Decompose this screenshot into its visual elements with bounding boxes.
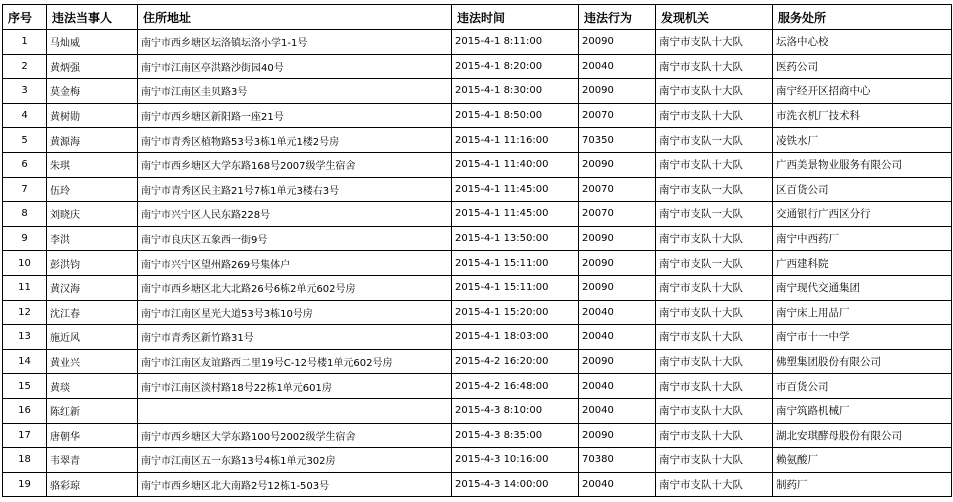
cell-workplace: 南宁中西药厂 bbox=[773, 226, 952, 251]
cell-violation-time: 2015-4-3 8:10:00 bbox=[452, 398, 579, 423]
cell-party-name: 沈江春 bbox=[47, 300, 138, 325]
table-row bbox=[3, 128, 952, 153]
cell-index: 10 bbox=[3, 251, 47, 276]
cell-agency: 南宁市支队十大队 bbox=[656, 374, 773, 399]
cell-party-name: 骆彩琼 bbox=[47, 472, 138, 497]
cell-agency: 南宁市支队十大队 bbox=[656, 423, 773, 448]
cell-party-name: 伍玲 bbox=[47, 177, 138, 202]
cell-party-name: 施近风 bbox=[47, 325, 138, 350]
cell-address: 南宁市西乡塘区北大北路26号6栋2单元602号房 bbox=[138, 275, 452, 300]
table-row bbox=[3, 472, 952, 497]
cell-workplace: 交通银行广西区分行 bbox=[773, 202, 952, 227]
cell-agency: 南宁市支队一大队 bbox=[656, 251, 773, 276]
cell-address: 南宁市江南区五一东路13号4栋1单元302房 bbox=[138, 448, 452, 473]
cell-agency: 南宁市支队十大队 bbox=[656, 300, 773, 325]
cell-index: 2 bbox=[3, 54, 47, 79]
cell-agency: 南宁市支队十大队 bbox=[656, 349, 773, 374]
cell-violation-code: 20040 bbox=[579, 325, 656, 350]
cell-workplace: 市百货公司 bbox=[773, 374, 952, 399]
cell-index: 1 bbox=[3, 30, 47, 55]
cell-party-name: 黄汉海 bbox=[47, 275, 138, 300]
cell-violation-code: 70380 bbox=[579, 448, 656, 473]
cell-address: 南宁市西乡塘区新阳路一座21号 bbox=[138, 103, 452, 128]
header-address: 住所地址 bbox=[138, 5, 452, 30]
cell-workplace: 南宁市十一中学 bbox=[773, 325, 952, 350]
cell-violation-code: 20090 bbox=[579, 275, 656, 300]
table-row bbox=[3, 152, 952, 177]
cell-violation-time: 2015-4-3 8:35:00 bbox=[452, 423, 579, 448]
cell-party-name: 黄业兴 bbox=[47, 349, 138, 374]
cell-address: 南宁市西乡塘区北大南路2号12栋1-503号 bbox=[138, 472, 452, 497]
cell-agency: 南宁市支队十大队 bbox=[656, 226, 773, 251]
cell-address: 南宁市江南区圭贝路3号 bbox=[138, 79, 452, 104]
cell-party-name: 黄树勋 bbox=[47, 103, 138, 128]
cell-violation-code: 20040 bbox=[579, 300, 656, 325]
cell-violation-code: 20040 bbox=[579, 472, 656, 497]
cell-agency: 南宁市支队一大队 bbox=[656, 202, 773, 227]
cell-agency: 南宁市支队十大队 bbox=[656, 103, 773, 128]
cell-workplace: 凌铁水厂 bbox=[773, 128, 952, 153]
cell-workplace: 湖北安琪酵母股份有限公司 bbox=[773, 423, 952, 448]
cell-agency: 南宁市支队十大队 bbox=[656, 30, 773, 55]
cell-agency: 南宁市支队十大队 bbox=[656, 325, 773, 350]
cell-violation-time: 2015-4-1 18:03:00 bbox=[452, 325, 579, 350]
cell-violation-time: 2015-4-1 8:50:00 bbox=[452, 103, 579, 128]
cell-party-name: 韦翠青 bbox=[47, 448, 138, 473]
table-row bbox=[3, 202, 952, 227]
violations-table bbox=[2, 4, 952, 497]
cell-workplace: 制药厂 bbox=[773, 472, 952, 497]
cell-address: 南宁市西乡塘区大学东路100号2002级学生宿舍 bbox=[138, 423, 452, 448]
cell-address: 南宁市江南区友谊路西二里19号C-12号楼1单元602号房 bbox=[138, 349, 452, 374]
cell-violation-code: 20090 bbox=[579, 226, 656, 251]
cell-violation-time: 2015-4-1 8:20:00 bbox=[452, 54, 579, 79]
table-row bbox=[3, 177, 952, 202]
cell-workplace: 广西美景物业服务有限公司 bbox=[773, 152, 952, 177]
table-row bbox=[3, 423, 952, 448]
table-row bbox=[3, 300, 952, 325]
cell-workplace: 区百货公司 bbox=[773, 177, 952, 202]
table-row bbox=[3, 79, 952, 104]
table-row bbox=[3, 374, 952, 399]
cell-index: 16 bbox=[3, 398, 47, 423]
cell-violation-time: 2015-4-1 8:30:00 bbox=[452, 79, 579, 104]
cell-address bbox=[138, 398, 452, 423]
cell-violation-code: 20090 bbox=[579, 423, 656, 448]
cell-violation-code: 20040 bbox=[579, 374, 656, 399]
table-row bbox=[3, 54, 952, 79]
cell-address: 南宁市江南区星光大道53号3栋10号房 bbox=[138, 300, 452, 325]
cell-address: 南宁市西乡塘区大学东路168号2007级学生宿舍 bbox=[138, 152, 452, 177]
header-time: 违法时间 bbox=[452, 5, 579, 30]
cell-party-name: 黄炳强 bbox=[47, 54, 138, 79]
cell-violation-time: 2015-4-2 16:48:00 bbox=[452, 374, 579, 399]
cell-agency: 南宁市支队一大队 bbox=[656, 128, 773, 153]
cell-index: 14 bbox=[3, 349, 47, 374]
cell-index: 15 bbox=[3, 374, 47, 399]
cell-workplace: 南宁现代交通集团 bbox=[773, 275, 952, 300]
cell-address: 南宁市西乡塘区坛洛镇坛洛小学1-1号 bbox=[138, 30, 452, 55]
cell-workplace: 南宁经开区招商中心 bbox=[773, 79, 952, 104]
cell-address: 南宁市青秀区新竹路31号 bbox=[138, 325, 452, 350]
cell-violation-time: 2015-4-1 11:16:00 bbox=[452, 128, 579, 153]
cell-workplace: 赖氨酸厂 bbox=[773, 448, 952, 473]
cell-party-name: 莫金梅 bbox=[47, 79, 138, 104]
cell-index: 6 bbox=[3, 152, 47, 177]
cell-violation-time: 2015-4-3 10:16:00 bbox=[452, 448, 579, 473]
cell-address: 南宁市青秀区民主路21号7栋1单元3楼右3号 bbox=[138, 177, 452, 202]
cell-index: 18 bbox=[3, 448, 47, 473]
cell-address: 南宁市良庆区五象西一街9号 bbox=[138, 226, 452, 251]
cell-index: 5 bbox=[3, 128, 47, 153]
cell-violation-time: 2015-4-1 15:20:00 bbox=[452, 300, 579, 325]
cell-index: 8 bbox=[3, 202, 47, 227]
cell-violation-code: 20090 bbox=[579, 79, 656, 104]
cell-violation-code: 20090 bbox=[579, 251, 656, 276]
cell-party-name: 黄源海 bbox=[47, 128, 138, 153]
cell-party-name: 陈红新 bbox=[47, 398, 138, 423]
cell-index: 12 bbox=[3, 300, 47, 325]
cell-index: 17 bbox=[3, 423, 47, 448]
cell-violation-time: 2015-4-1 13:50:00 bbox=[452, 226, 579, 251]
header-party: 违法当事人 bbox=[47, 5, 138, 30]
cell-agency: 南宁市支队十大队 bbox=[656, 472, 773, 497]
table-row bbox=[3, 325, 952, 350]
cell-address: 南宁市青秀区植物路53号3栋1单元1楼2号房 bbox=[138, 128, 452, 153]
cell-party-name: 刘晓庆 bbox=[47, 202, 138, 227]
cell-index: 19 bbox=[3, 472, 47, 497]
header-agency: 发现机关 bbox=[656, 5, 773, 30]
cell-index: 9 bbox=[3, 226, 47, 251]
cell-workplace: 坛洛中心校 bbox=[773, 30, 952, 55]
cell-violation-code: 20070 bbox=[579, 202, 656, 227]
cell-workplace: 南宁床上用品厂 bbox=[773, 300, 952, 325]
cell-violation-code: 20090 bbox=[579, 152, 656, 177]
table-row bbox=[3, 251, 952, 276]
cell-agency: 南宁市支队十大队 bbox=[656, 152, 773, 177]
cell-agency: 南宁市支队一大队 bbox=[656, 177, 773, 202]
cell-party-name: 黄琰 bbox=[47, 374, 138, 399]
cell-agency: 南宁市支队十大队 bbox=[656, 448, 773, 473]
cell-party-name: 唐朝华 bbox=[47, 423, 138, 448]
cell-index: 13 bbox=[3, 325, 47, 350]
cell-agency: 南宁市支队十大队 bbox=[656, 398, 773, 423]
table-row bbox=[3, 448, 952, 473]
cell-violation-time: 2015-4-1 11:45:00 bbox=[452, 177, 579, 202]
cell-violation-code: 20070 bbox=[579, 177, 656, 202]
cell-violation-time: 2015-4-2 16:20:00 bbox=[452, 349, 579, 374]
cell-agency: 南宁市支队十大队 bbox=[656, 54, 773, 79]
cell-index: 11 bbox=[3, 275, 47, 300]
cell-party-name: 彭洪钧 bbox=[47, 251, 138, 276]
header-violation: 违法行为 bbox=[579, 5, 656, 30]
cell-violation-code: 20040 bbox=[579, 54, 656, 79]
cell-address: 南宁市江南区亭洪路沙街园40号 bbox=[138, 54, 452, 79]
cell-violation-code: 20090 bbox=[579, 30, 656, 55]
cell-violation-time: 2015-4-1 15:11:00 bbox=[452, 275, 579, 300]
header-index: 序号 bbox=[3, 5, 47, 30]
cell-party-name: 马灿威 bbox=[47, 30, 138, 55]
cell-party-name: 李洪 bbox=[47, 226, 138, 251]
table-row bbox=[3, 398, 952, 423]
table-row bbox=[3, 226, 952, 251]
cell-workplace: 佛塑集团股份有限公司 bbox=[773, 349, 952, 374]
header-row bbox=[3, 5, 952, 30]
cell-index: 3 bbox=[3, 79, 47, 104]
cell-violation-code: 20090 bbox=[579, 349, 656, 374]
cell-address: 南宁市兴宁区望州路269号集体户 bbox=[138, 251, 452, 276]
cell-violation-time: 2015-4-1 8:11:00 bbox=[452, 30, 579, 55]
cell-workplace: 广西建科院 bbox=[773, 251, 952, 276]
table-row bbox=[3, 103, 952, 128]
cell-address: 南宁市兴宁区人民东路228号 bbox=[138, 202, 452, 227]
table-row bbox=[3, 30, 952, 55]
cell-agency: 南宁市支队十大队 bbox=[656, 79, 773, 104]
cell-violation-time: 2015-4-3 14:00:00 bbox=[452, 472, 579, 497]
cell-violation-time: 2015-4-1 11:45:00 bbox=[452, 202, 579, 227]
cell-violation-code: 20070 bbox=[579, 103, 656, 128]
cell-agency: 南宁市支队十大队 bbox=[656, 275, 773, 300]
cell-violation-time: 2015-4-1 11:40:00 bbox=[452, 152, 579, 177]
cell-address: 南宁市江南区淡村路18号22栋1单元601房 bbox=[138, 374, 452, 399]
cell-violation-time: 2015-4-1 15:11:00 bbox=[452, 251, 579, 276]
table-row bbox=[3, 275, 952, 300]
cell-index: 7 bbox=[3, 177, 47, 202]
header-workplace: 服务处所 bbox=[773, 5, 952, 30]
cell-workplace: 医药公司 bbox=[773, 54, 952, 79]
cell-violation-code: 70350 bbox=[579, 128, 656, 153]
cell-index: 4 bbox=[3, 103, 47, 128]
cell-violation-code: 20040 bbox=[579, 398, 656, 423]
cell-party-name: 朱琪 bbox=[47, 152, 138, 177]
table-body bbox=[3, 30, 952, 497]
cell-workplace: 南宁筑路机械厂 bbox=[773, 398, 952, 423]
table-row bbox=[3, 349, 952, 374]
cell-workplace: 市洗衣机厂技术科 bbox=[773, 103, 952, 128]
table-header bbox=[3, 5, 952, 30]
